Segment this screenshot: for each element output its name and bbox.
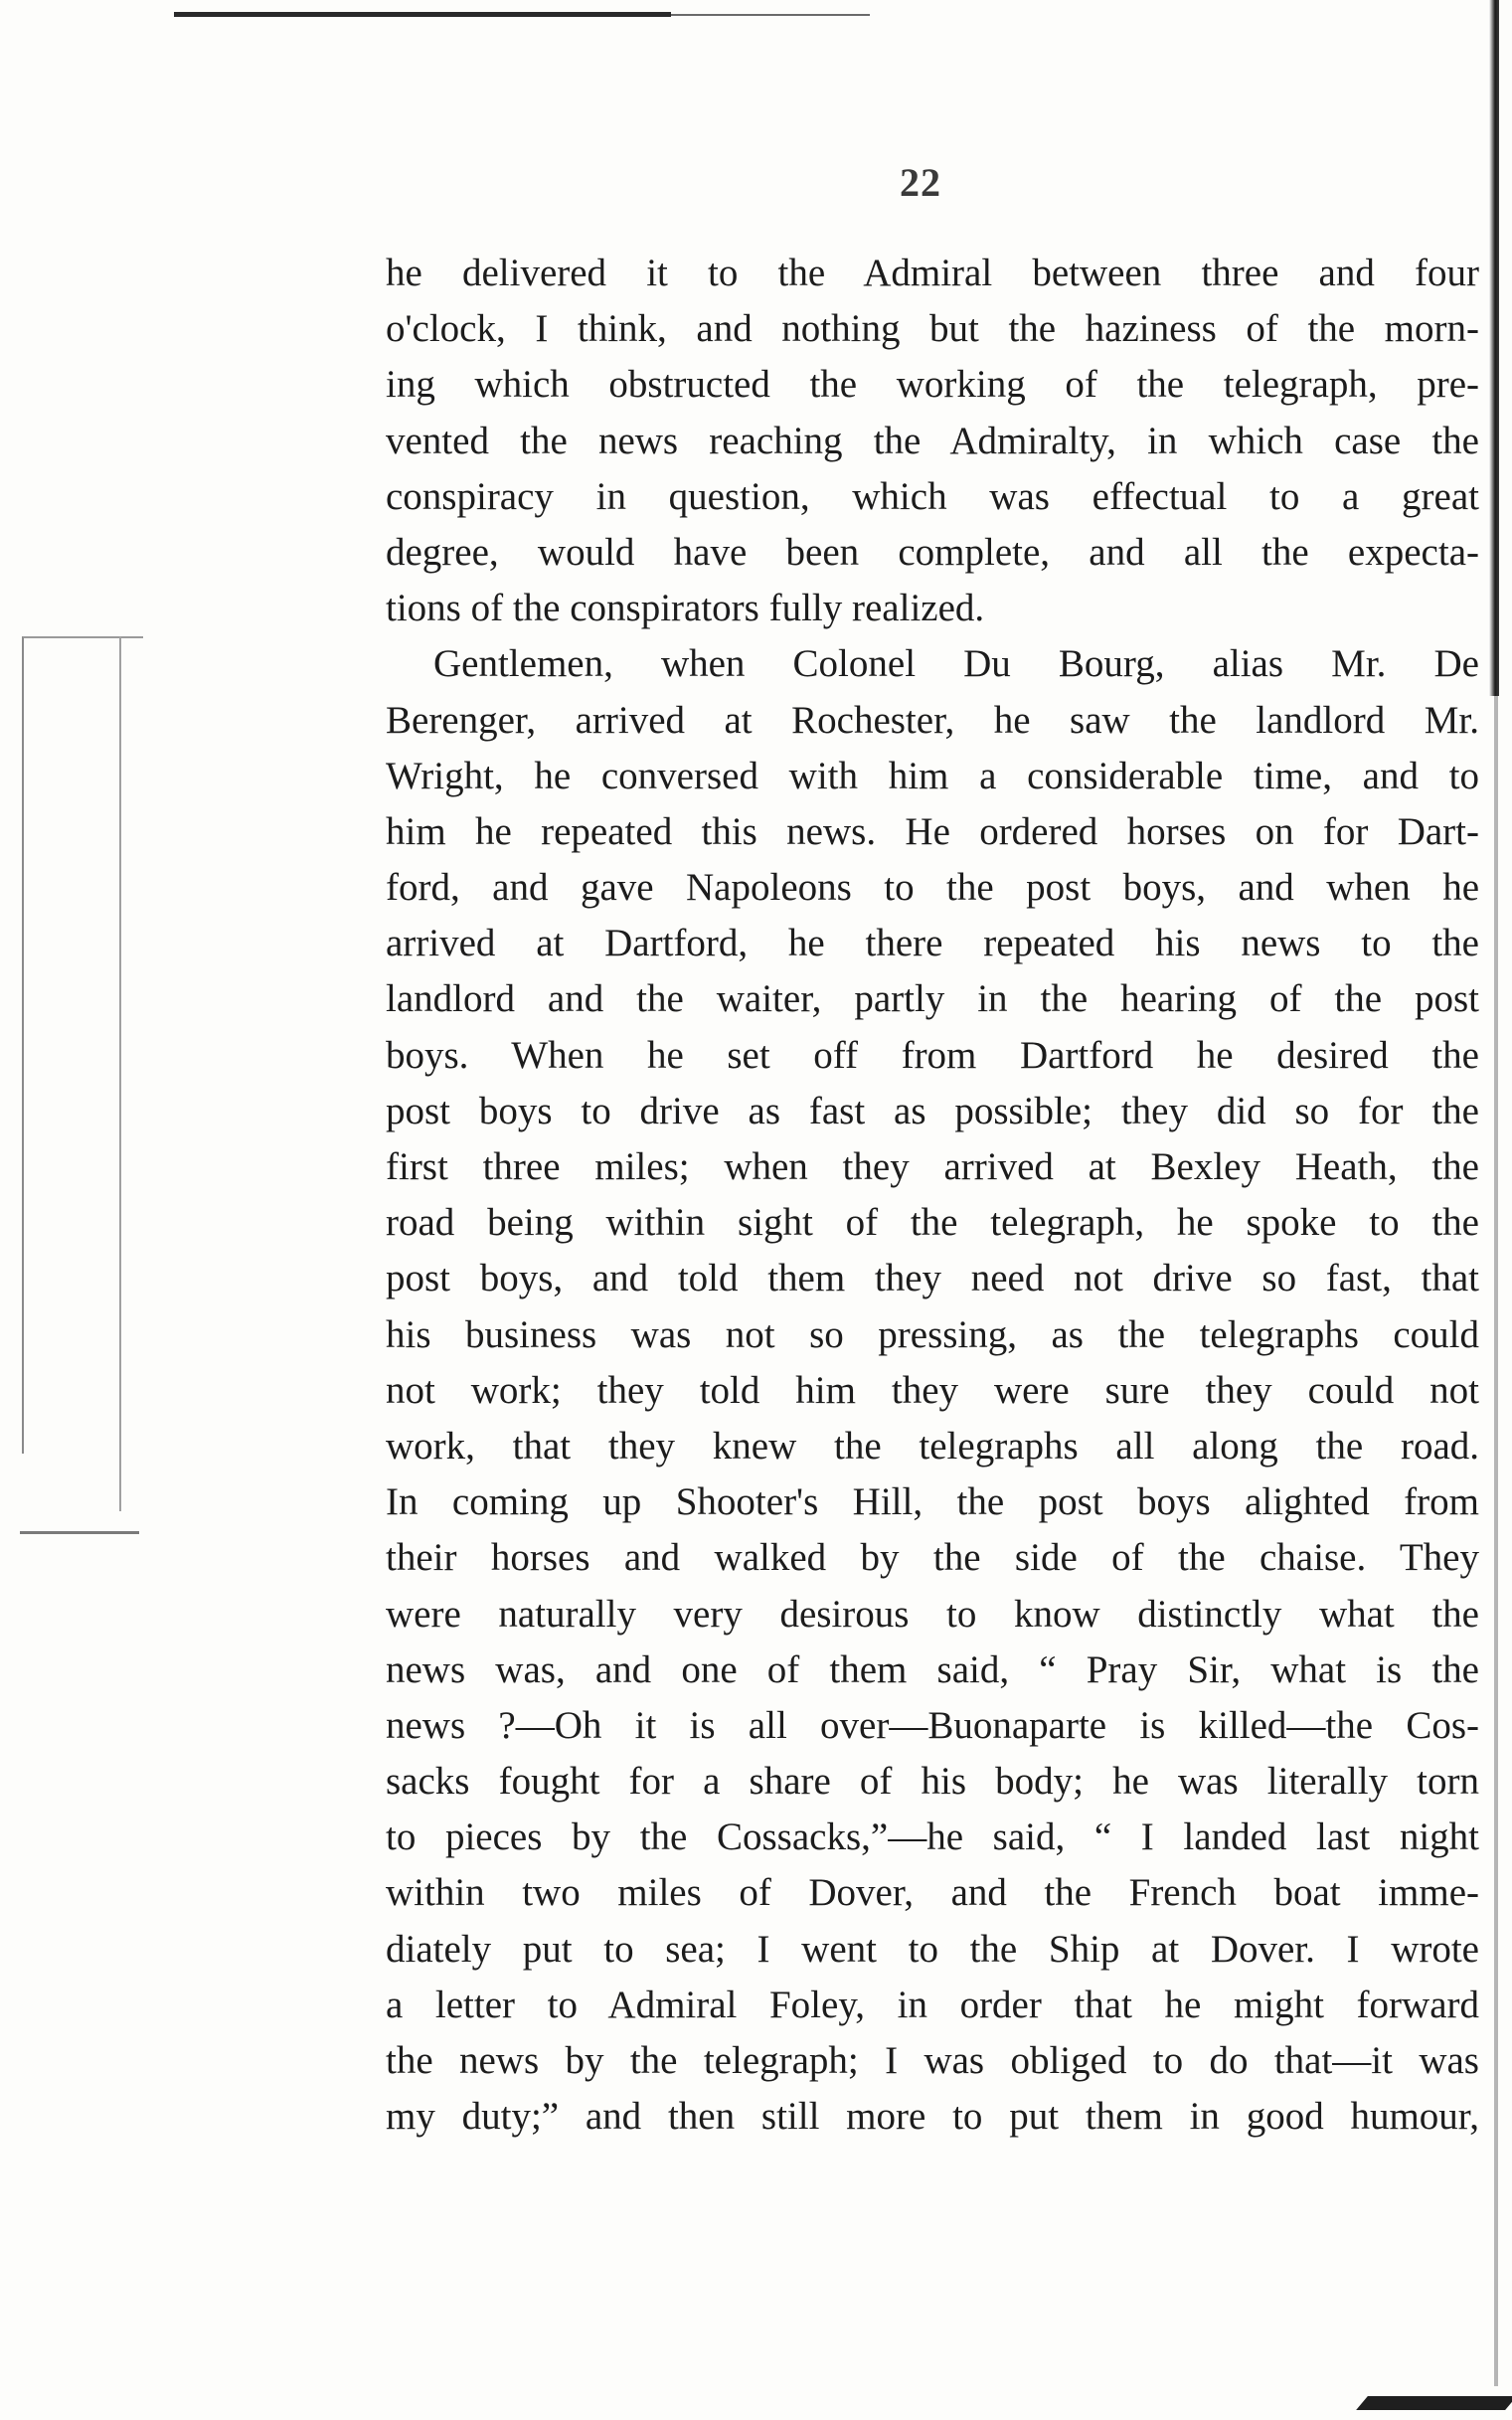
scan-left-dash (20, 1531, 139, 1534)
scan-top-rule-thin (671, 14, 870, 16)
text-line: ford, and gave Napoleons to the post boys, and when he (386, 866, 1479, 910)
text-line: tions of the conspirators fully realized. (386, 587, 985, 630)
text-line: the news by the telegraph; I was obliged to do that—it was (386, 2039, 1479, 2082)
text-line: vented the news reaching the Admiralty, in which case the (386, 419, 1479, 462)
text-line: within two miles of Dover, and the French boat imme- (386, 1871, 1479, 1915)
text-line: news ?—Oh it is all over—Buonaparte is killed—the Cos- (386, 1703, 1479, 1747)
text-line: him he repeated this news. He ordered horses on for Dart- (386, 809, 1479, 853)
text-line: road being within sight of the telegraph, he spoke to the (386, 1201, 1479, 1245)
text-line: ing which obstructed the working of the telegraph, pre- (386, 363, 1479, 407)
page-number: 22 (900, 160, 941, 205)
text-line: post boys to drive as fast as possible; they did so for the (386, 1089, 1479, 1132)
text-line: not work; they told him they were sure they could not (386, 1368, 1479, 1412)
text-line: a letter to Admiral Foley, in order that he might forward (386, 1983, 1479, 2026)
paragraph-start-line: Gentlemen, when Colonel Du Bourg, alias Mr. De (433, 642, 1479, 686)
text-line: landlord and the waiter, partly in the hearing of the post (386, 977, 1479, 1021)
scan-left-bracket (22, 636, 143, 1454)
scan-right-edge-shadow (1489, 0, 1499, 696)
scan-right-edge-line (1494, 696, 1498, 2386)
text-line: degree, would have been complete, and all the expecta- (386, 530, 1479, 574)
text-line: sacks fought for a share of his body; he was literally torn (386, 1760, 1479, 1804)
text-line: their horses and walked by the side of the chaise. They (386, 1536, 1479, 1580)
text-line: post boys, and told them they need not drive so fast, that (386, 1257, 1479, 1300)
text-line: first three miles; when they arrived at Bexley Heath, the (386, 1145, 1479, 1188)
text-line: arrived at Dartford, he there repeated his news to the (386, 922, 1479, 965)
text-line: Berenger, arrived at Rochester, he saw the landlord Mr. (386, 698, 1479, 742)
body-text (386, 246, 1479, 2145)
text-line: Wright, he conversed with him a considerable time, and to (386, 754, 1479, 797)
text-line: his business was not so pressing, as the telegraphs could (386, 1312, 1479, 1356)
text-line: work, that they knew the telegraphs all along the road. (386, 1424, 1479, 1468)
text-line: were naturally very desirous to know distinctly what the (386, 1592, 1479, 1636)
scan-top-rule (174, 12, 671, 17)
text-line: my duty;” and then still more to put them in good humour, (386, 2095, 1479, 2139)
text-line: conspiracy in question, which was effectual to a great (386, 474, 1479, 518)
text-line: o'clock, I think, and nothing but the haziness of the morn- (386, 307, 1479, 351)
text-line: In coming up Shooter's Hill, the post boys alighted from (386, 1480, 1479, 1524)
text-line: diately put to sea; I went to the Ship at Dover. I wrote (386, 1927, 1479, 1971)
text-line: to pieces by the Cossacks,”—he said, “ I landed last night (386, 1815, 1479, 1859)
text-line: he delivered it to the Admiral between three and four (386, 252, 1479, 294)
text-line: boys. When he set off from Dartford he desired the (386, 1033, 1479, 1077)
scan-left-bracket-inner (119, 636, 121, 1511)
text-line: news was, and one of them said, “ Pray Sir, what is the (386, 1647, 1479, 1691)
scan-bottom-corner-mark (1356, 2396, 1512, 2410)
